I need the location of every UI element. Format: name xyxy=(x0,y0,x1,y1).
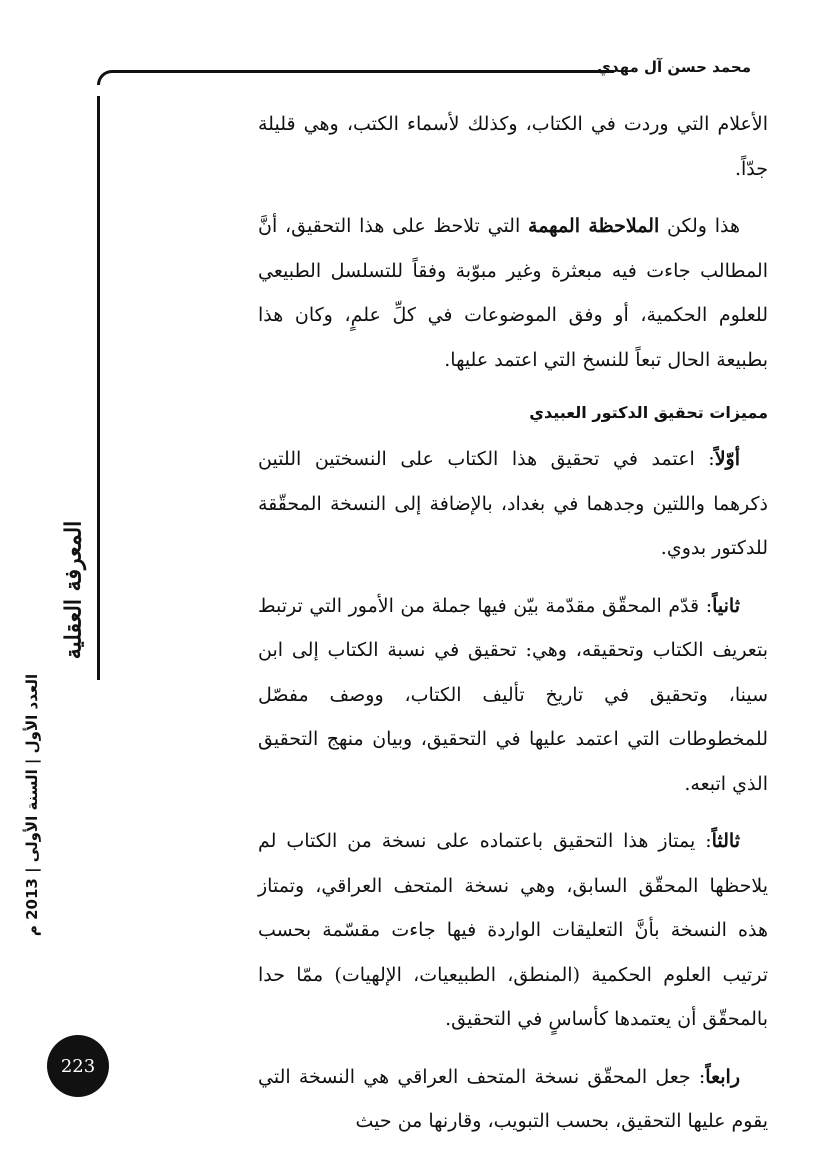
paragraph-2-post: التي تلاحظ على هذا التحقيق، أنَّ المطالب جاءت فيه مبعثرة وغير مبوّبة وفقاً للتسلسل الطبيعي للعلوم الحكمية، أو وفق الموضوعات في كلِّ علمٍ، وكان هذا بطبيعة الحال تبعاً للنسخ التي اعتمد عليها. xyxy=(258,215,768,371)
page-frame-top-rule xyxy=(97,70,614,85)
paragraph-2-pre: هذا ولكن xyxy=(659,215,740,237)
journal-logo-text: المعرفة العقلية xyxy=(60,520,86,660)
point-first-lead: أوّلاً xyxy=(714,448,740,470)
paragraph-1: الأعلام التي وردت في الكتاب، وكذلك لأسماء الكتب، وهي قليلة جدّاً. xyxy=(258,113,768,180)
point-fourth-lead: رابعاً xyxy=(705,1065,740,1088)
important-note-emphasis: الملاحظة المهمة xyxy=(528,215,660,237)
issue-info: العدد الأول | السنة الأولى | 2013 م xyxy=(23,673,41,937)
point-third xyxy=(258,819,768,1042)
page-number-badge xyxy=(47,1035,109,1097)
point-second-lead: ثانياً xyxy=(712,594,740,617)
journal-logo xyxy=(38,520,108,660)
point-second xyxy=(258,584,768,807)
point-second-text: : قدّم المحقّق مقدّمة بيّن فيها جملة من الأمور التي ترتبط بتعريف الكتاب وتحقيقه، وهي: تحقيق في نسبة الكتاب إلى ابن سينا، وتحقيق في تاريخ تأليف الكتاب، ووصف مفصّل للمخطوطات التي اعتمد عليها في التحقيق، وبيان منهج التحقيق الذي اتبعه. xyxy=(258,594,768,795)
paragraph-2 xyxy=(258,204,768,382)
page-number: 223 xyxy=(60,1055,96,1077)
point-fourth xyxy=(258,1055,768,1144)
point-third-text: : يمتاز هذا التحقيق باعتماده على نسخة من الكتاب لم يلاحظها المحقّق السابق، وهي نسخة المتحف العراقي، وتمتاز هذه النسخة بأنَّ التعليقات الواردة فيها جاءت مقسّمة بحسب ترتيب العلوم الحكمية (المنطق، الطبيعيات، الإلهيات) ممّا حدا بالمحقّق أن يعتمدها كأساسٍ في التحقيق. xyxy=(258,830,768,1030)
section-heading: مميزات تحقيق الدكتور العبيدي xyxy=(529,403,768,422)
point-third-lead: ثالثاً xyxy=(711,830,740,852)
point-first xyxy=(258,437,768,571)
running-header-author: محمد حسن آل مهدي xyxy=(597,58,751,76)
point-fourth-text: : جعل المحقّق نسخة المتحف العراقي هي النسخة التي يقوم عليها التحقيق، بحسب التبويب، وقارنها من حيث xyxy=(258,1065,768,1132)
article-body xyxy=(258,102,768,1157)
point-first-text: : اعتمد في تحقيق هذا الكتاب على النسختين اللتين ذكرهما واللتين وجدهما في بغداد، بالإضافة إلى النسخة المحقّقة للدكتور بدوي. xyxy=(258,448,768,559)
